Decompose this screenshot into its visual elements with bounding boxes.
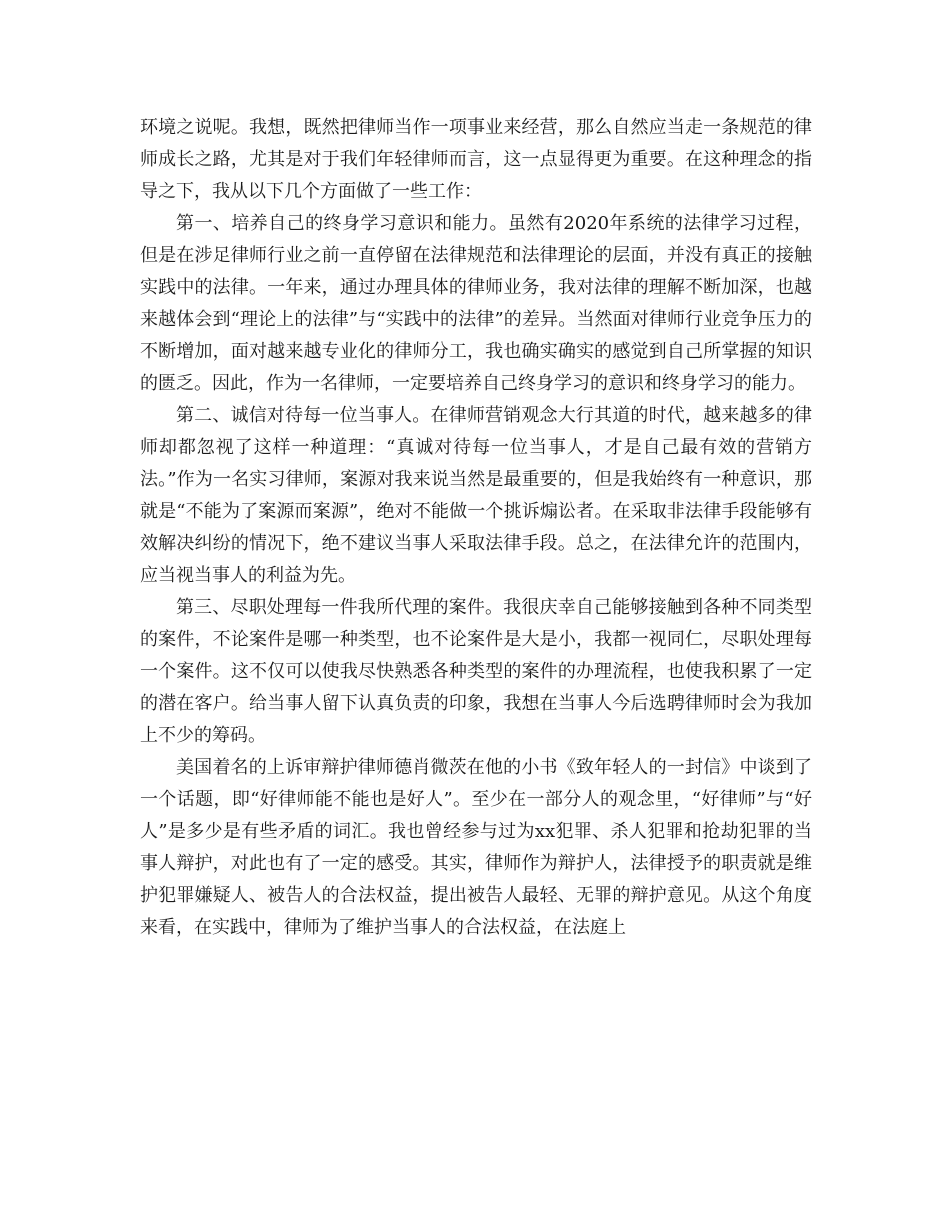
paragraph-5: 美国着名的上诉审辩护律师德肖微茨在他的小书《致年轻人的一封信》中谈到了一个话题，即“好律师能不能也是好人”。至少在一部分人的观念里，“好律师”与“好人”是多少是有些矛盾的词汇。我也曾经参与过为xx犯罪、杀人犯罪和抢劫犯罪的当事人辩护，对此也有了一定的感受。其实，律师作为辩护人，法律授予的职责就是维护犯罪嫌疑人、被告人的合法权益，提出被告人最轻、无罪的辩护意见。从这个角度来看，在实践中，律师为了维护当事人的合法权益，在法庭上 [140, 757, 812, 938]
paragraph-2: 第一、培养自己的终身学习意识和能力。虽然有2020年系统的法律学习过程，但是在涉足律师行业之前一直停留在法律规范和法律理论的层面，并没有真正的接触实践中的法律。一年来，通过办理具体的律师业务，我对法律的理解不断加深，也越来越体会到“理论上的法律”与“实践中的法律”的差异。当然面对律师行业竞争压力的不断增加，面对越来越专业化的律师分工，我也确实确实的感觉到自己所掌握的知识的匮乏。因此，作为一名律师，一定要培养自己终身学习的意识和终身学习的能力。 [140, 213, 812, 394]
paragraph-4: 第三、尽职处理每一件我所代理的案件。我很庆幸自己能够接触到各种不同类型的案件，不论案件是哪一种类型，也不论案件是大是小，我都一视同仁，尽职处理每一个案件。这不仅可以使我尽快熟悉各种类型的案件的办理流程，也使我积累了一定的潜在客户。给当事人留下认真负责的印象，我想在当事人今后选聘律师时会为我加上不少的筹码。 [140, 597, 812, 746]
document-body [140, 112, 812, 944]
paragraph-3: 第二、诚信对待每一位当事人。在律师营销观念大行其道的时代，越来越多的律师却都忽视了这样一种道理：“真诚对待每一位当事人，才是自己最有效的营销方法。”作为一名实习律师，案源对我来说当然是最重要的，但是我始终有一种意识，那就是“不能为了案源而案源”，绝对不能做一个挑诉煽讼者。在采取非法律手段能够有效解决纠纷的情况下，绝不建议当事人采取法律手段。总之，在法律允许的范围内，应当视当事人的利益为先。 [140, 405, 812, 586]
paragraph-1: 环境之说呢。我想，既然把律师当作一项事业来经营，那么自然应当走一条规范的律师成长之路，尤其是对于我们年轻律师而言，这一点显得更为重要。在这种理念的指导之下，我从以下几个方面做了一些工作： [140, 117, 812, 202]
